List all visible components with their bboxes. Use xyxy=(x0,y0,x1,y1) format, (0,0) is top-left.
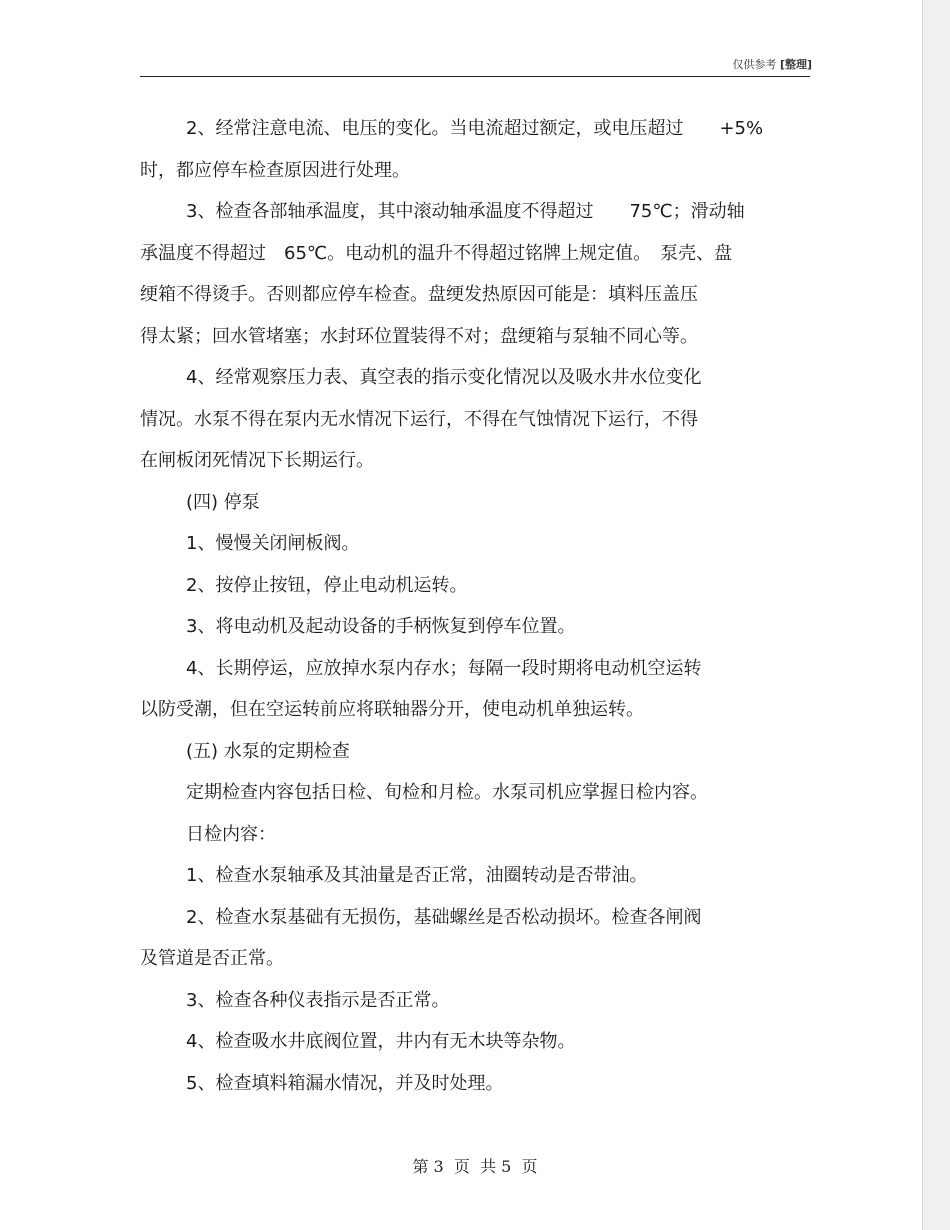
header-tag: [整理] xyxy=(779,58,812,71)
text-line: (五) 水泵的定期检查 xyxy=(186,740,350,762)
text-line: 绠箱不得烫手。否则都应停车检查。盘绠发热原因可能是：填料压盖压 xyxy=(140,284,698,305)
text-line: 4、长期停运，应放掉水泵内存水；每隔一段时期将电动机空运转 xyxy=(186,657,702,679)
text-line: 3、检查各种仪表指示是否正常。 xyxy=(186,989,450,1011)
text-line: 承温度不得超过 65℃。电动机的温升不得超过铭牌上规定值。 泵壳、盘 xyxy=(140,242,733,264)
text-line: 4、经常观察压力表、真空表的指示变化情况以及吸水井水位变化 xyxy=(186,367,702,388)
text-line: (四) 停泵 xyxy=(186,491,260,513)
text-line: 2、按停止按钮，停止电动机运转。 xyxy=(186,574,468,596)
text-line: 1、慢慢关闭闸板阀。 xyxy=(186,533,360,554)
text-line: 在闸板闭死情况下长期运行。 xyxy=(140,450,374,471)
text-line: 日检内容： xyxy=(186,823,276,845)
text-line: 得太紧；回水管堵塞；水封环位置装得不对；盘绠箱与泵轴不同心等。 xyxy=(140,325,698,347)
text-line: 时，都应停车检查原因进行处理。 xyxy=(140,159,410,181)
text-line: 4、检查吸水井底阀位置，井内有无木块等杂物。 xyxy=(186,1031,576,1052)
text-line: 情况。水泵不得在泵内无水情况下运行，不得在气蚀情况下运行，不得 xyxy=(140,408,698,430)
text-line: 定期检查内容包括日检、旬检和月检。水泵司机应掌握日检内容。 xyxy=(186,782,708,803)
text-line: 以防受潮，但在空运转前应将联轴器分开，使电动机单独运转。 xyxy=(140,699,644,720)
document-body xyxy=(140,114,830,1110)
text-line: 及管道是否正常。 xyxy=(140,948,284,969)
header-note xyxy=(732,56,812,72)
header-note-text: 仅供参考 xyxy=(732,58,777,71)
header-rule xyxy=(140,76,810,77)
text-line: 3、检查各部轴承温度，其中滚动轴承温度不得超过 75℃；滑动轴 xyxy=(186,201,745,222)
text-line: 3、将电动机及起动设备的手柄恢复到停车位置。 xyxy=(186,616,576,637)
text-line: 2、经常注意电流、电压的变化。当电流超过额定，或电压超过 +5% xyxy=(186,118,764,139)
text-line: 2、检查水泵基础有无损伤，基础螺丝是否松动损坏。检查各闸阀 xyxy=(186,906,702,928)
text-line: 5、检查填料箱漏水情况，并及时处理。 xyxy=(186,1072,504,1094)
text-line: 1、检查水泵轴承及其油量是否正常，油圈转动是否带油。 xyxy=(186,865,648,886)
page-footer: 第 3 页 共 5 页 xyxy=(412,1157,538,1176)
